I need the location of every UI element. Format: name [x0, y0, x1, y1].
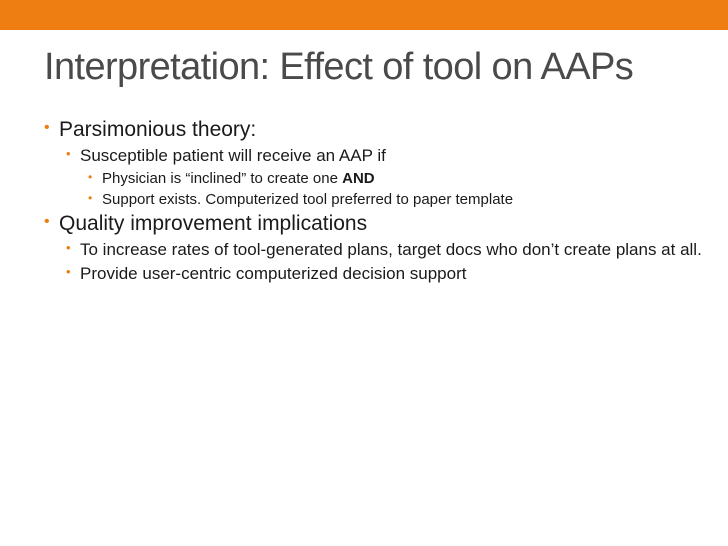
bullet-icon: •: [88, 169, 93, 184]
bullet-icon: •: [44, 213, 50, 231]
bullet-bold-text: AND: [342, 169, 375, 187]
subbullet-increase-rates: [66, 240, 704, 260]
bullet-parsimonious-theory: [44, 118, 704, 142]
bullet-text: Susceptible patient will receive an AAP if: [80, 146, 386, 166]
bullet-text: Quality improvement implications: [59, 212, 368, 236]
bullet-text: To increase rates of tool-generated plans, target docs who don’t create plans at all.: [80, 240, 702, 260]
bullet-text: Physician is “inclined” to create one: [102, 169, 343, 187]
bullet-icon: •: [66, 146, 71, 162]
bullet-text: Provide user-centric computerized decision support: [80, 263, 467, 283]
top-accent-bar: [0, 0, 728, 30]
subbullet-decision-support: [66, 264, 704, 284]
bullet-icon: •: [66, 263, 71, 279]
bullet-icon: •: [44, 119, 50, 136]
subsubbullet-physician-inclined: [88, 170, 704, 187]
subsubbullet-support-exists: [88, 191, 704, 208]
bullet-text: Support exists. Computerized tool preferred to paper template: [102, 190, 514, 208]
bullet-quality-improvement: [44, 212, 704, 236]
subbullet-susceptible-patient: [66, 146, 704, 166]
slide-content: [44, 118, 704, 287]
bullet-text: Parsimonious theory:: [59, 118, 257, 141]
bullet-icon: •: [88, 190, 93, 205]
slide-title: Interpretation: Effect of tool on AAPs: [44, 46, 634, 88]
bullet-icon: •: [66, 240, 71, 256]
